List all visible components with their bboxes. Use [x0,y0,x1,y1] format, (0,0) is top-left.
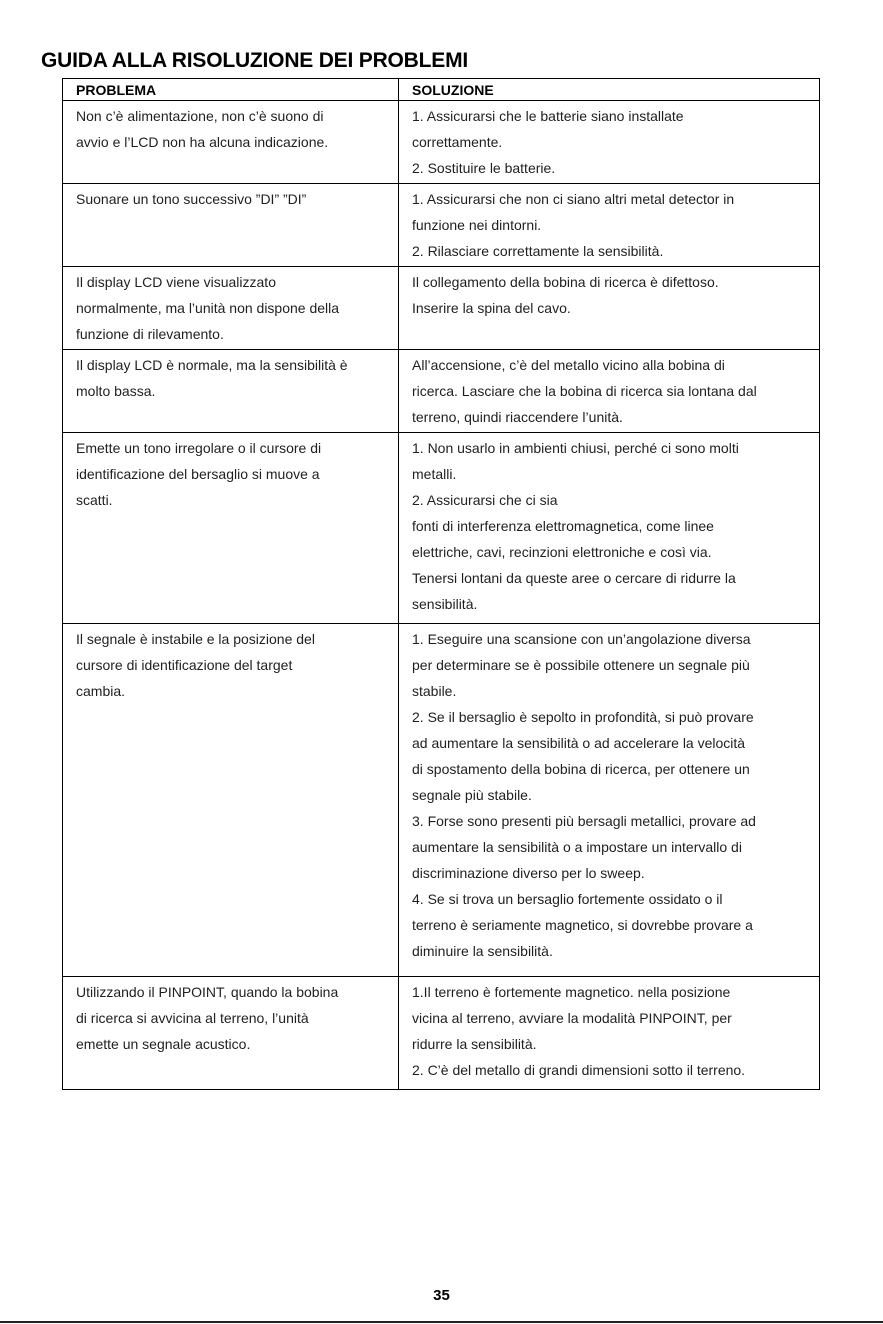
troubleshooting-table [62,78,820,1090]
problem-cell-line: Non c’è alimentazione, non c’è suono di [76,108,324,124]
table-row [63,350,820,433]
problem-cell [63,350,399,433]
problem-cell [63,184,399,267]
solution-cell-line: aumentare la sensibilità o a impostare un intervallo di [412,839,742,855]
page-number: 35 [433,1287,450,1304]
solution-cell-line: terreno, quindi riaccendere l’unità. [412,409,623,425]
solution-cell-line: 2. Assicurarsi che ci sia [412,492,558,508]
problem-cell [63,433,399,624]
problem-cell-line: Il segnale è instabile e la posizione del [76,631,315,647]
problem-cell-line: Suonare un tono successivo ”DI” ”DI” [76,191,307,207]
solution-cell-line: vicina al terreno, avviare la modalità PINPOINT, per [412,1010,732,1026]
solution-cell-line: 1. Assicurarsi che non ci siano altri metal detector in [412,191,735,207]
table-row [63,624,820,977]
table-header-row [63,79,820,101]
solution-cell-line: 1. Assicurarsi che le batterie siano installate [412,108,684,124]
solution-cell [399,977,820,1090]
solution-cell-line: Il collegamento della bobina di ricerca è difettoso. [412,274,719,290]
solution-cell-line: 2. Sostituire le batterie. [412,160,556,176]
table-row [63,977,820,1090]
solution-cell-line: 3. Forse sono presenti più bersagli metallici, provare ad [412,813,756,829]
table-row [63,267,820,350]
solution-cell [399,624,820,977]
problem-cell-line: Utilizzando il PINPOINT, quando la bobina [76,984,339,1000]
solution-cell-line: 2. C’è del metallo di grandi dimensioni sotto il terreno. [412,1062,746,1078]
solution-cell-line: diminuire la sensibilità. [412,943,553,959]
problem-cell-line: avvio e l’LCD non ha alcuna indicazione. [76,134,329,150]
problem-cell-line: emette un segnale acustico. [76,1036,251,1052]
solution-cell-line: 2. Rilasciare correttamente la sensibilità. [412,243,664,259]
solution-cell [399,101,820,184]
solution-cell-line: 1.Il terreno è fortemente magnetico. nella posizione [412,984,731,1000]
problem-cell-line: molto bassa. [76,383,156,399]
problem-cell [63,101,399,184]
solution-cell [399,184,820,267]
solution-cell-line: per determinare se è possibile ottenere un segnale più [412,657,750,673]
column-header-problem: PROBLEMA [63,79,399,101]
solution-cell-line: ad aumentare la sensibilità o ad accelerare la velocità [412,735,746,751]
problem-cell-line: scatti. [76,492,113,508]
problem-cell-line: identificazione del bersaglio si muove a [76,466,320,482]
problem-cell-line: normalmente, ma l’unità non dispone della [76,300,340,316]
solution-cell [399,433,820,624]
solution-cell-line: sensibilità. [412,596,478,612]
column-header-solution: SOLUZIONE [399,79,820,101]
solution-cell-line: stabile. [412,683,457,699]
solution-cell-line: 2. Se il bersaglio è sepolto in profondità, si può provare [412,709,754,725]
solution-cell [399,350,820,433]
page-title: GUIDA ALLA RISOLUZIONE DEI PROBLEMI [41,49,468,72]
problem-cell-line: cursore di identificazione del target [76,657,293,673]
table-row [63,101,820,184]
solution-cell-line: discriminazione diverso per lo sweep. [412,865,645,881]
solution-cell-line: correttamente. [412,134,503,150]
solution-cell-line: funzione nei dintorni. [412,217,542,233]
table-row [63,184,820,267]
solution-cell-line: elettriche, cavi, recinzioni elettroniche e così via. [412,544,712,560]
problem-cell [63,624,399,977]
solution-cell [399,267,820,350]
problem-cell-line: Il display LCD viene visualizzato [76,274,276,290]
solution-cell-line: 1. Non usarlo in ambienti chiusi, perché ci sono molti [412,440,739,456]
solution-cell-line: segnale più stabile. [412,787,532,803]
footer-divider [0,1321,883,1323]
table-row [63,433,820,624]
solution-cell-line: ricerca. Lasciare che la bobina di ricerca sia lontana dal [412,383,757,399]
problem-cell [63,267,399,350]
problem-cell-line: Il display LCD è normale, ma la sensibilità è [76,357,348,373]
solution-cell-line: Tenersi lontani da queste aree o cercare di ridurre la [412,570,736,586]
solution-cell-line: ridurre la sensibilità. [412,1036,537,1052]
solution-cell-line: All’accensione, c’è del metallo vicino alla bobina di [412,357,725,373]
problem-cell-line: funzione di rilevamento. [76,326,224,342]
problem-cell-line: cambia. [76,683,126,699]
solution-cell-line: 1. Eseguire una scansione con un’angolazione diversa [412,631,751,647]
solution-cell-line: metalli. [412,466,457,482]
solution-cell-line: terreno è seriamente magnetico, si dovrebbe provare a [412,917,753,933]
problem-cell-line: di ricerca si avvicina al terreno, l’unità [76,1010,309,1026]
problem-cell-line: Emette un tono irregolare o il cursore di [76,440,322,456]
solution-cell-line: fonti di interferenza elettromagnetica, come linee [412,518,714,534]
solution-cell-line: 4. Se si trova un bersaglio fortemente ossidato o il [412,891,723,907]
solution-cell-line: di spostamento della bobina di ricerca, per ottenere un [412,761,750,777]
solution-cell-line: Inserire la spina del cavo. [412,300,571,316]
problem-cell [63,977,399,1090]
table-body [63,101,820,1090]
